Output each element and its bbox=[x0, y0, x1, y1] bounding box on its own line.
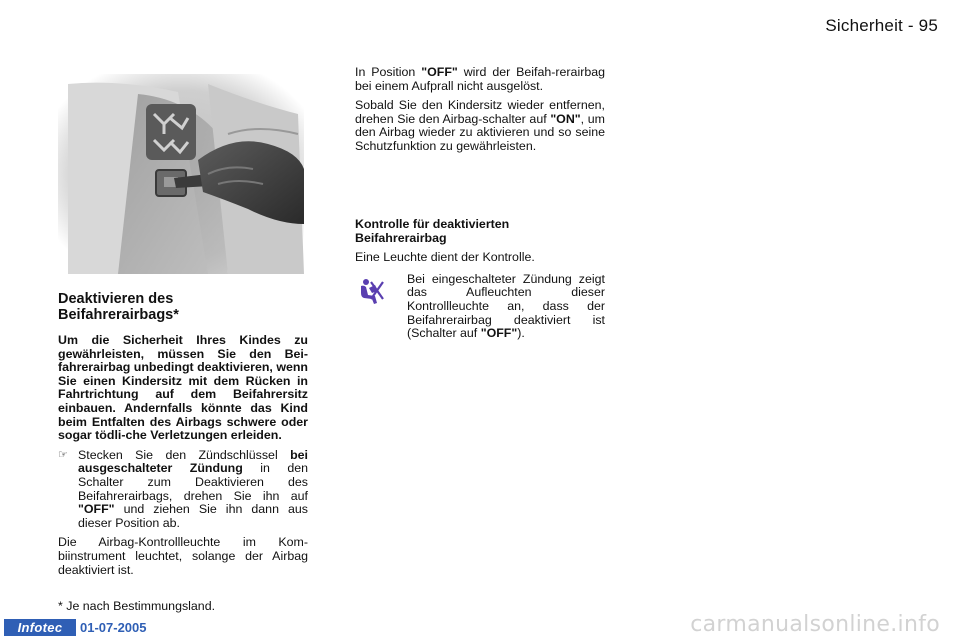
footer-date: 01-07-2005 bbox=[80, 620, 147, 635]
pointing-hand-icon: ☞ bbox=[58, 448, 68, 461]
page-header: Sicherheit - 95 bbox=[825, 16, 938, 35]
footnote: * Je nach Bestimmungsland. bbox=[58, 599, 216, 613]
safety-warning: Um die Sicherheit Ihres Kindes zu gewährleisten, müssen Sie den Bei-fahrerairbag unbedingt deaktivieren, wenn Sie einen Kindersitz mit dem Rücken in Fahrtrichtung auf dem Beifahrersitz einbauen. Andernfalls könnte das Kind beim Entfalten des Airbags schwere oder sogar tödli-che Verletzungen erleiden. bbox=[58, 333, 308, 443]
section-title: Deaktivieren des Beifahrerairbags* bbox=[58, 291, 179, 323]
airbag-off-warning-icon bbox=[355, 277, 385, 307]
control-lamp-section bbox=[355, 218, 605, 341]
right-column bbox=[355, 66, 605, 160]
airbag-key-switch-photo bbox=[58, 74, 304, 274]
left-column bbox=[58, 291, 308, 577]
control-lamp-intro: Eine Leuchte dient der Kontrolle. bbox=[355, 250, 535, 265]
instruction-bullet bbox=[58, 449, 308, 531]
control-lamp-title: Kontrolle für deaktivierten Beifahrerairbag bbox=[355, 217, 510, 245]
control-lamp-row bbox=[355, 273, 605, 341]
watermark: carmanualsonline.info bbox=[690, 612, 940, 637]
reactivate-paragraph: Sobald Sie den Kindersitz wieder entfernen, drehen Sie den Airbag-schalter auf "ON", um den Airbag wieder zu aktivieren und so seine Schutzfunktion zu gewährleisten. bbox=[355, 98, 605, 153]
control-lamp-text: Bei eingeschalteter Zündung zeigt das Aufleuchten dieser Kontrollleuchte an, dass der Beifahrerairbag deaktiviert ist (Schalter auf "OFF"). bbox=[407, 271, 605, 341]
instruction-text: Stecken Sie den Zündschlüssel bei ausgeschalteter Zündung in den Schalter zum Deaktivieren des Beifahrerairbags, drehen Sie ihn auf "OFF" und ziehen Sie ihn dann aus dieser Position ab. bbox=[78, 447, 308, 530]
infotec-logo: Infotec bbox=[4, 619, 76, 636]
off-position-paragraph: In Position "OFF" wird der Beifah-rerairbag bei einem Aufprall nicht ausgelöst. bbox=[355, 65, 605, 93]
indicator-paragraph: Die Airbag-Kontrollleuchte im Kom-biinstrument leuchtet, solange der Airbag deaktiviert ist. bbox=[58, 535, 308, 577]
